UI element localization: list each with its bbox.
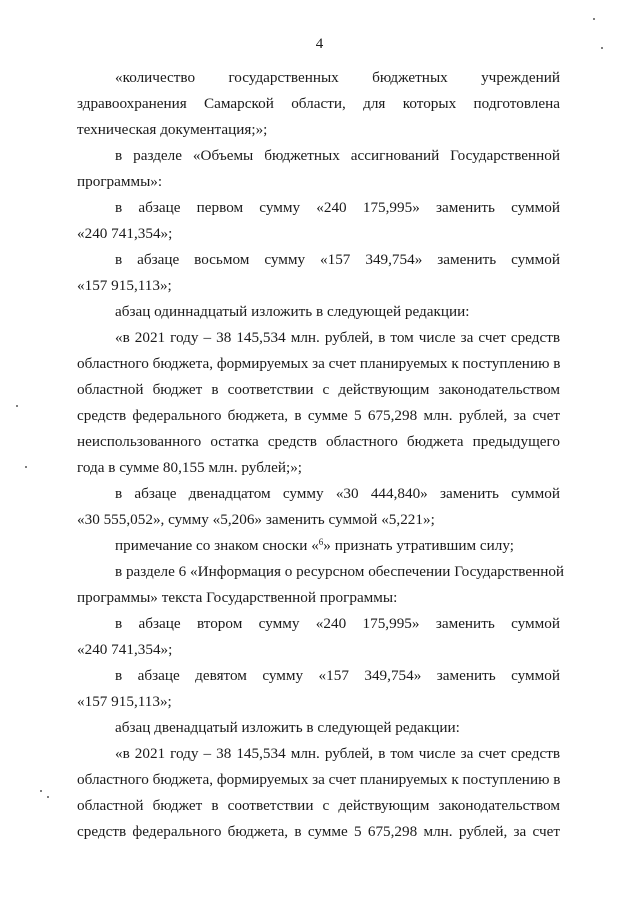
text-line <box>77 406 560 426</box>
text-line <box>77 120 560 140</box>
text-line <box>115 146 560 166</box>
line-text: «157 915,113»; <box>77 277 172 294</box>
text-line <box>77 822 560 842</box>
line-text: областной бюджет в соответствии с действующим законодательством <box>77 381 560 398</box>
line-text: средств федерального бюджета, в сумме 5 675,298 млн. рублей, за счет <box>77 407 560 424</box>
line-text: в абзаце первом сумму «240 175,995» заменить суммой <box>115 199 560 216</box>
text-line <box>115 484 560 504</box>
text-line <box>115 718 560 738</box>
text-line <box>115 302 560 322</box>
line-text: областного бюджета, формируемых за счет планируемых к поступлению в <box>77 355 561 372</box>
line-text: абзац двенадцатый изложить в следующей редакции: <box>115 719 460 736</box>
line-text: «количество государственных бюджетных учреждений <box>115 69 560 86</box>
line-text: «в 2021 году – 38 145,534 млн. рублей, в том числе за счет средств <box>115 329 560 346</box>
text-line <box>115 328 560 348</box>
footnote-mark: 6 <box>318 537 324 547</box>
line-text: года в сумме 80,155 млн. рублей;»; <box>77 459 303 476</box>
line-text: техническая документация;»; <box>77 121 268 138</box>
line-text-continued: » признать утратившим силу; <box>323 537 514 554</box>
scan-speck <box>593 18 595 20</box>
line-text: в абзаце девятом сумму «157 349,754» заменить суммой <box>115 667 560 684</box>
text-line <box>77 796 560 816</box>
line-text: здравоохранения Самарской области, для которых подготовлена <box>77 95 560 112</box>
text-line <box>115 562 565 582</box>
line-text: «в 2021 году – 38 145,534 млн. рублей, в том числе за счет средств <box>115 745 560 762</box>
scan-speck <box>25 466 27 468</box>
text-line <box>77 380 560 400</box>
line-text: примечание со знаком сноски « <box>115 537 319 554</box>
text-line <box>77 588 560 608</box>
text-line <box>77 432 560 452</box>
text-line <box>77 94 560 114</box>
line-text: абзац одиннадцатый изложить в следующей редакции: <box>115 303 470 320</box>
scan-speck <box>601 47 603 49</box>
scan-speck <box>16 405 18 407</box>
text-line <box>77 510 560 530</box>
text-line <box>77 354 560 374</box>
line-text: «157 915,113»; <box>77 693 172 710</box>
line-text: средств федерального бюджета, в сумме 5 675,298 млн. рублей, за счет <box>77 823 560 840</box>
text-line <box>115 666 560 686</box>
scan-speck <box>40 790 42 792</box>
text-line <box>77 172 560 192</box>
text-line <box>115 198 560 218</box>
line-text: в абзаце двенадцатом сумму «30 444,840» заменить суммой <box>115 485 560 502</box>
line-text: «240 741,354»; <box>77 641 173 658</box>
text-line <box>77 224 560 244</box>
line-text: неиспользованного остатка средств областного бюджета предыдущего <box>77 433 560 450</box>
text-line <box>115 744 560 764</box>
text-line <box>115 536 560 556</box>
scan-speck <box>47 796 49 798</box>
page-number: 4 <box>315 36 324 52</box>
line-text: «240 741,354»; <box>77 225 173 242</box>
text-line <box>77 770 560 790</box>
line-text: программы»: <box>77 173 163 190</box>
line-text: областной бюджет в соответствии с действующим законодательством <box>77 797 560 814</box>
line-text: в абзаце восьмом сумму «157 349,754» заменить суммой <box>115 251 560 268</box>
text-line <box>115 614 560 634</box>
text-line <box>115 68 560 88</box>
text-line <box>77 692 560 712</box>
line-text: программы» текста Государственной программы: <box>77 589 398 606</box>
text-line <box>77 276 560 296</box>
text-line <box>77 640 560 660</box>
line-text: «30 555,052», сумму «5,206» заменить суммой «5,221»; <box>77 511 435 528</box>
text-line <box>77 458 560 478</box>
line-text: в разделе «Объемы бюджетных ассигнований Государственной <box>115 147 560 164</box>
line-text: в абзаце втором сумму «240 175,995» заменить суммой <box>115 615 560 632</box>
line-text: в разделе 6 «Информация о ресурсном обеспечении Государственной <box>115 563 565 580</box>
line-text: областного бюджета, формируемых за счет планируемых к поступлению в <box>77 771 561 788</box>
text-line <box>115 250 560 270</box>
